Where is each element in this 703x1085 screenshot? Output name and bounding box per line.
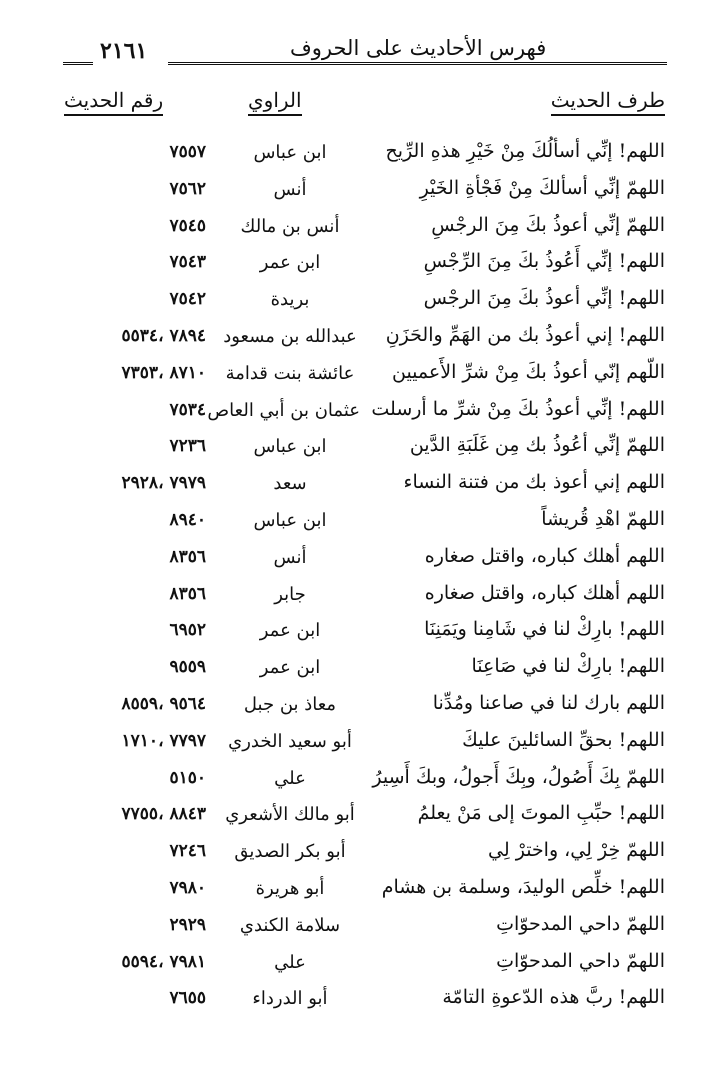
narrator-name: ابن عباس (253, 509, 327, 531)
narrator-name: أنس (273, 178, 307, 200)
hadith-number: ٧٢٣٦ (169, 436, 206, 457)
hadith-index-table (0, 136, 703, 1019)
hadith-opening-text: اللهمّ إنِّي أعُوذُ بك مِن غَلَبَةِ الدَّين (409, 434, 665, 457)
hadith-opening-text: اللهم! ربَّ هذه الدّعوةِ التامّة (442, 986, 665, 1009)
hadith-number: ٩٥٥٩ (169, 657, 206, 678)
hadith-opening-text: اللهم! إنِّي أسألُكَ مِنْ خَيْرِ هذهِ الرِّيح (385, 140, 665, 162)
narrator-name: بريدة (270, 289, 310, 311)
hadith-number: ٧٥٤٣ (169, 252, 206, 273)
hadith-number: ٧٧٩٧ ،١٧١٠ (121, 730, 206, 751)
hadith-number: ٧٩٧٩ ،٢٩٢٨ (121, 473, 206, 494)
table-row (0, 762, 703, 799)
hadith-number: ٧٥٤٢ (169, 289, 206, 310)
hadith-opening-text: اللهمّ إنِّي أعوذُ بكَ مِنَ الرجْسِ (431, 213, 665, 236)
narrator-name: عثمان بن أبي العاص (207, 399, 360, 421)
narrator-name: أنس (273, 546, 307, 568)
table-row (0, 946, 703, 983)
hadith-opening-text: اللهم إني أعوذ بك من فتنة النساء (403, 471, 665, 494)
table-row (0, 173, 703, 210)
table-row (0, 725, 703, 762)
narrator-name: ابن عباس (253, 436, 327, 458)
hadith-opening-text: اللهمّ خِرْ لِي، واخترْ لِي (488, 839, 665, 862)
hadith-number: ٩٥٦٤ ،٨٥٥٩ (121, 693, 206, 714)
hadith-opening-text: اللهم! إنِّي أَعُوذُ بكَ مِنَ الرِّجْسِ (423, 250, 665, 273)
header-rule (168, 62, 667, 65)
hadith-opening-text: اللهمّ اهْدِ قُريشاً (541, 507, 665, 530)
hadith-opening-text: اللهمّ إنِّي أسألكَ مِنْ فَجْأةِ الخَيْرِ (419, 176, 665, 199)
hadith-number: ٢٩٢٩ (169, 914, 206, 935)
table-row (0, 246, 703, 283)
table-row (0, 688, 703, 725)
hadith-number: ٦٩٥٢ (169, 620, 206, 641)
narrator-name: عبدالله بن مسعود (223, 325, 357, 347)
narrator-name: سلامة الكندي (239, 914, 341, 936)
narrator-name: أبو الدرداء (252, 988, 328, 1010)
hadith-opening-text: اللهم! حبِّبِ الموتَ إلى مَنْ يعلمُ (417, 802, 665, 825)
table-row (0, 394, 703, 431)
hadith-number: ٧٢٤٦ (169, 841, 206, 862)
narrator-name: ابن عمر (259, 620, 321, 642)
hadith-opening-text: اللهم! بارِكْ لنا في شَامِنا ويَمَنِنَا (424, 618, 665, 641)
column-header-rawi: الراوي (248, 88, 302, 112)
narrator-name: علي (274, 951, 306, 973)
hadith-opening-text: اللهم بارك لنا في صاعنا ومُدِّنا (432, 691, 665, 714)
table-row (0, 357, 703, 394)
table-row (0, 578, 703, 615)
table-row (0, 614, 703, 651)
hadith-number: ٧٥٦٢ (169, 178, 206, 199)
hadith-number: ٧٩٨١ ،٥٥٩٤ (121, 951, 206, 972)
hadith-number: ٨٩٤٠ (169, 509, 206, 530)
table-row (0, 430, 703, 467)
table-row (0, 541, 703, 578)
narrator-name: ابن عمر (259, 252, 321, 274)
hadith-number: ٧٦٥٥ (169, 988, 206, 1009)
narrator-name: معاذ بن جبل (243, 693, 337, 715)
narrator-name: عائشة بنت قدامة (225, 362, 355, 384)
hadith-opening-text: اللهم! بحقِّ السائلينَ عليكَ (462, 728, 665, 751)
hadith-number: ٧٥٤٥ (169, 215, 206, 236)
narrator-name: أبو مالك الأشعري (225, 804, 355, 826)
hadith-opening-text: اللّهم إنّي أعوذُ بكَ مِنْ شرِّ الأَعميين (391, 360, 665, 383)
running-head (0, 32, 703, 68)
hadith-number: ٨٨٤٣ ،٧٧٥٥ (121, 804, 206, 825)
hadith-opening-text: اللهم أهلك كباره، واقتل صغاره (424, 581, 665, 604)
hadith-opening-text: اللهمّ داحي المدحوّاتِ (496, 949, 665, 972)
page-number: ٢١٦١ (100, 38, 148, 64)
hadith-opening-text: اللهم! إنِّي أعوذُ بكَ مِنَ الرجْس (423, 287, 665, 310)
header-title: فهرس الأحاديث على الحروف (290, 36, 547, 60)
hadith-number: ٧٥٥٧ (169, 142, 206, 162)
column-header-raqm: رقم الحديث (64, 88, 163, 112)
hadith-number: ٥١٥٠ (169, 767, 206, 788)
hadith-opening-text: اللهم! خلِّص الوليدَ، وسلمة بن هشام (381, 875, 665, 898)
hadith-opening-text: اللهمّ بِكَ أَصُولُ، وبِكَ أَجولُ، وبكَ أَسِيرُ (372, 765, 665, 788)
table-row (0, 283, 703, 320)
hadith-number: ٨٣٥٦ (169, 546, 206, 567)
narrator-name: أنس بن مالك (240, 215, 340, 237)
narrator-name: ابن عباس (253, 142, 327, 163)
narrator-name: علي (274, 767, 306, 789)
hadith-opening-text: اللهم أهلك كباره، واقتل صغاره (424, 544, 665, 567)
table-row (0, 651, 703, 688)
column-header-tarf: طرف الحديث (551, 88, 665, 112)
table-row (0, 835, 703, 872)
hadith-number: ٧٩٨٠ (169, 877, 206, 898)
narrator-name: أبو بكر الصديق (234, 841, 346, 863)
narrator-name: جابر (274, 583, 306, 605)
hadith-number: ٧٥٣٤ (169, 399, 206, 420)
table-row (0, 798, 703, 835)
table-row (0, 872, 703, 909)
narrator-name: أبو سعيد الخدري (228, 730, 352, 752)
table-row (0, 909, 703, 946)
table-row (0, 136, 703, 173)
hadith-opening-text: اللهم! إنِّي أعوذُ بكَ مِنْ شرِّ ما أرسلت (371, 397, 665, 420)
hadith-opening-text: اللهمّ داحي المدحوّاتِ (496, 912, 665, 935)
hadith-opening-text: اللهم! إني أعوذُ بك من الهَمِّ والحَزَنِ (385, 323, 665, 346)
narrator-name: سعد (273, 473, 307, 495)
narrator-name: ابن عمر (259, 657, 321, 679)
table-row (0, 504, 703, 541)
header-rule-short (63, 62, 93, 65)
narrator-name: أبو هريرة (255, 877, 325, 899)
table-row (0, 320, 703, 357)
table-row (0, 467, 703, 504)
table-row (0, 982, 703, 1019)
table-row (0, 210, 703, 247)
hadith-number: ٨٧١٠ ،٧٣٥٣ (121, 362, 206, 383)
hadith-number: ٧٨٩٤ ،٥٥٣٤ (121, 325, 206, 346)
hadith-opening-text: اللهم! بارِكْ لنا في صَاعِنَا (471, 655, 665, 678)
hadith-number: ٨٣٥٦ (169, 583, 206, 604)
